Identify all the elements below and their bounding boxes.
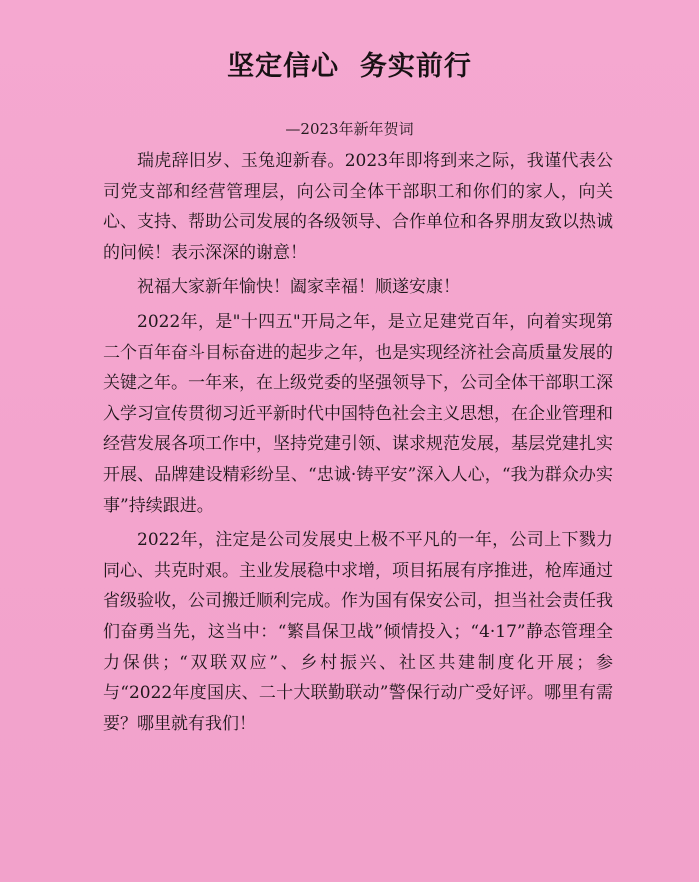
paragraph-achievements-2022: 2022年，注定是公司发展史上极不平凡的一年，公司上下戮力同心、共克时艰。主业发展稳中求增，项目拓展有序推进，枪库通过省级验收，公司搬迁顺利完成。作为国有保安公司，担当社会责任我们奋勇当先，这当中：“繁昌保卫战”倾情投入；“4·17”静态管理全力保供；“双联双应”、乡村振兴、社区共建制度化开展；参与“2022年度国庆、二十大联勤联动”警保行动广受好评。哪里有需要？哪里就有我们！: [103, 530, 613, 734]
paragraph-wishes: 祝福大家新年愉快！阖家幸福！顺遂安康！: [137, 277, 460, 298]
document-body: [103, 146, 613, 739]
document-subtitle: —2023年新年贺词: [285, 120, 414, 138]
document-title: 坚定信心 务实前行: [227, 51, 472, 82]
paragraph-review-2022: 2022年，是"十四五"开局之年，是立足建党百年，向着实现第二个百年奋斗目标奋进的起步之年，也是实现经济社会高质量发展的关键之年。一年来，在上级党委的坚强领导下，公司全体干部职工深入学习宣传贯彻习近平新时代中国特色社会主义思想，在企业管理和经营发展各项工作中，坚持党建引领、谋求规范发展，基层党建扎实开展、品牌建设精彩纷呈、“忠诚·铸平安”深入人心，“我为群众办实事”持续跟进。: [103, 311, 613, 516]
paragraph-greeting: 瑞虎辞旧岁、玉兔迎新春。2023年即将到来之际，我谨代表公司党支部和经营管理层，向公司全体干部职工和你们的家人，向关心、支持、帮助公司发展的各级领导、合作单位和各界朋友致以热诚的问候！表示深深的谢意！: [103, 151, 613, 263]
